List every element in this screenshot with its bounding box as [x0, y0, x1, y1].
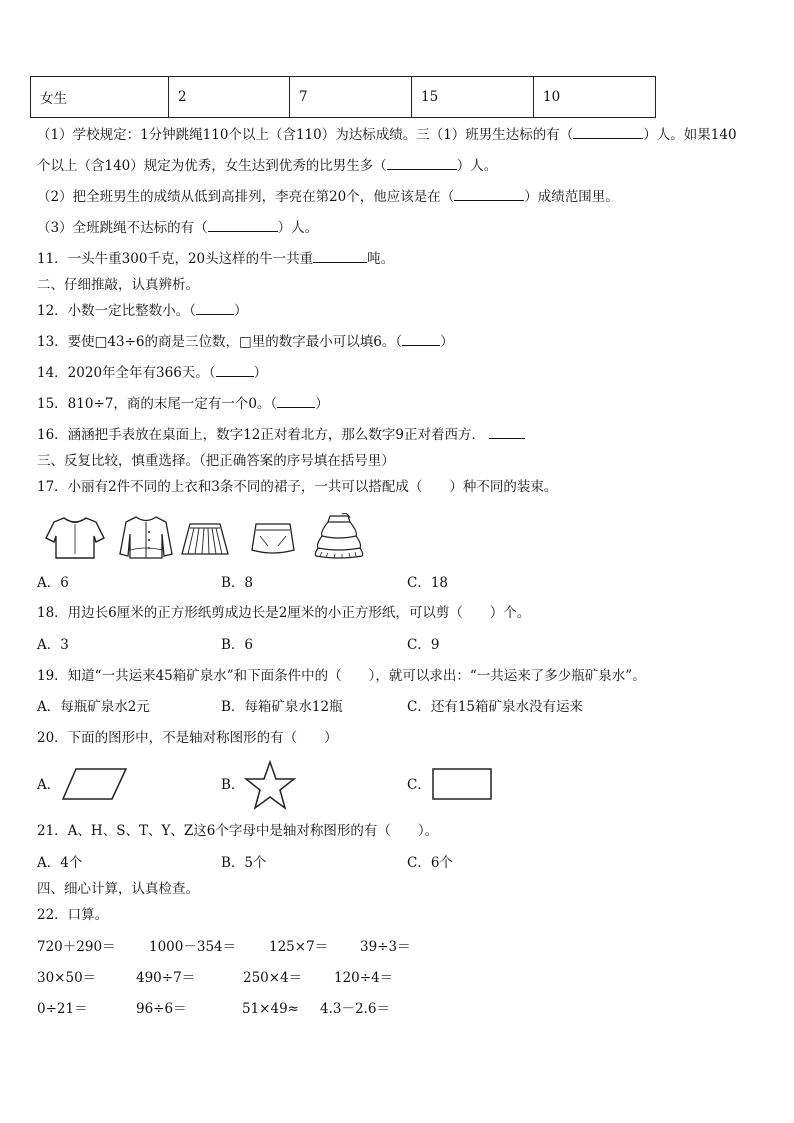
q10-part2: （2）把全班男生的成绩从低到高排列，李亮在第20个，他应该是在（ ）成绩范围里。	[37, 189, 619, 205]
q14: 14．2020年全年有366天。（ ）	[37, 365, 268, 381]
calc-item: 4.3－2.6＝	[320, 1001, 390, 1017]
table-cell: 7	[290, 77, 412, 118]
q19-option-c[interactable]: C．还有15箱矿泉水没有运来	[407, 699, 584, 715]
q16: 16．涵涵把手表放在桌面上，数字12正对着北方，那么数字9正对着西方．	[37, 426, 525, 444]
frilly-skirt-icon	[312, 512, 366, 560]
q21-option-b[interactable]: B．5个	[221, 855, 267, 871]
answer-blank[interactable]	[454, 188, 524, 201]
calc-item: 51×49≈	[242, 1001, 299, 1017]
q20-option-c[interactable]: C．	[407, 777, 431, 793]
section-2-heading: 二、仔细推敲，认真辨析。	[37, 277, 199, 293]
q18-text: 18．用边长6厘米的正方形纸剪成边长是2厘米的小正方形纸，可以剪（ ）个。	[37, 605, 531, 621]
calc-item: 0÷21＝	[37, 1001, 88, 1017]
q19-option-a[interactable]: A．每瓶矿泉水2元	[37, 699, 150, 715]
q21-text: 21．A、H、S、T、Y、Z这6个字母中是轴对称图形的有（ ）。	[37, 823, 439, 839]
q22-title: 22．口算。	[37, 907, 109, 923]
q10-part1-line1: （1）学校规定：1分钟跳绳110个以上（含110）为达标成绩。三（1）班男生达标的有（ ）人。如果140	[37, 127, 737, 143]
q17-option-b[interactable]: B．8	[221, 575, 254, 591]
q19-option-b[interactable]: B．每箱矿泉水12瓶	[221, 699, 343, 715]
table-cell: 10	[534, 77, 656, 118]
calc-item: 1000－354＝	[149, 939, 237, 955]
q18-option-c[interactable]: C．9	[407, 637, 440, 653]
answer-blank[interactable]	[313, 250, 367, 263]
calc-item: 720＋290＝	[37, 939, 116, 955]
answer-blank[interactable]	[387, 157, 457, 170]
q15: 15．810÷7，商的末尾一定有一个0。（ ）	[37, 396, 329, 412]
calc-item: 250×4＝	[243, 970, 303, 986]
jacket-icon	[118, 514, 174, 560]
score-table	[30, 76, 656, 118]
answer-blank[interactable]	[196, 302, 234, 315]
answer-blank[interactable]	[277, 395, 315, 408]
q20-text: 20．下面的图形中，不是轴对称图形的有（ ）	[37, 730, 338, 746]
calc-item: 39÷3＝	[360, 939, 411, 955]
table-cell: 2	[169, 77, 290, 118]
q17-option-a[interactable]: A．6	[37, 575, 69, 591]
q21-option-c[interactable]: C．6个	[407, 855, 453, 871]
answer-blank[interactable]	[573, 126, 643, 139]
pleated-skirt-icon	[180, 520, 230, 558]
section-3-heading: 三、反复比较，慎重选择。（把正确答案的序号填在括号里）	[37, 453, 395, 469]
answer-blank[interactable]	[402, 333, 440, 346]
q19-text: 19．知道“一共运来45箱矿泉水”和下面条件中的（ ），就可以求出：“一共运来了多少瓶矿泉水”。	[37, 668, 646, 684]
answer-blank[interactable]	[489, 426, 525, 439]
rectangle-icon	[430, 766, 494, 802]
calc-item: 125×7＝	[269, 939, 329, 955]
q17-text: 17．小丽有2件不同的上衣和3条不同的裙子，一共可以搭配成（ ）种不同的装束。	[37, 479, 558, 495]
answer-blank[interactable]	[216, 364, 254, 377]
calc-item: 490÷7＝	[136, 970, 196, 986]
answer-blank[interactable]	[208, 219, 278, 232]
q12: 12．小数一定比整数小。（ ）	[37, 303, 248, 319]
q18-option-b[interactable]: B．6	[221, 637, 254, 653]
calc-item: 30×50＝	[37, 970, 97, 986]
calc-item: 120÷4＝	[334, 970, 394, 986]
q17-option-c[interactable]: C．18	[407, 575, 449, 591]
parallelogram-icon	[60, 766, 130, 802]
table-cell: 15	[412, 77, 534, 118]
shirt-icon	[44, 514, 106, 560]
short-skirt-icon	[248, 520, 298, 558]
table-cell: 女生	[31, 77, 169, 118]
table-row	[31, 77, 656, 118]
q13: 13．要使□43÷6的商是三位数，□里的数字最小可以填6。（ ）	[37, 334, 454, 350]
q21-option-a[interactable]: A．4个	[37, 855, 83, 871]
q20-option-a[interactable]: A．	[37, 777, 61, 793]
q11: 11．一头牛重300千克，20头这样的牛一共重 吨。	[37, 251, 395, 267]
q18-option-a[interactable]: A．3	[37, 637, 69, 653]
calc-item: 96÷6＝	[136, 1001, 187, 1017]
section-4-heading: 四、细心计算，认真检查。	[37, 881, 199, 897]
q10-part1-line2: 个以上（含140）规定为优秀，女生达到优秀的比男生多（ ）人。	[37, 158, 498, 174]
q20-option-b[interactable]: B．	[221, 777, 245, 793]
star-icon	[244, 760, 296, 810]
q10-part3: （3）全班跳绳不达标的有（ ）人。	[37, 220, 319, 236]
